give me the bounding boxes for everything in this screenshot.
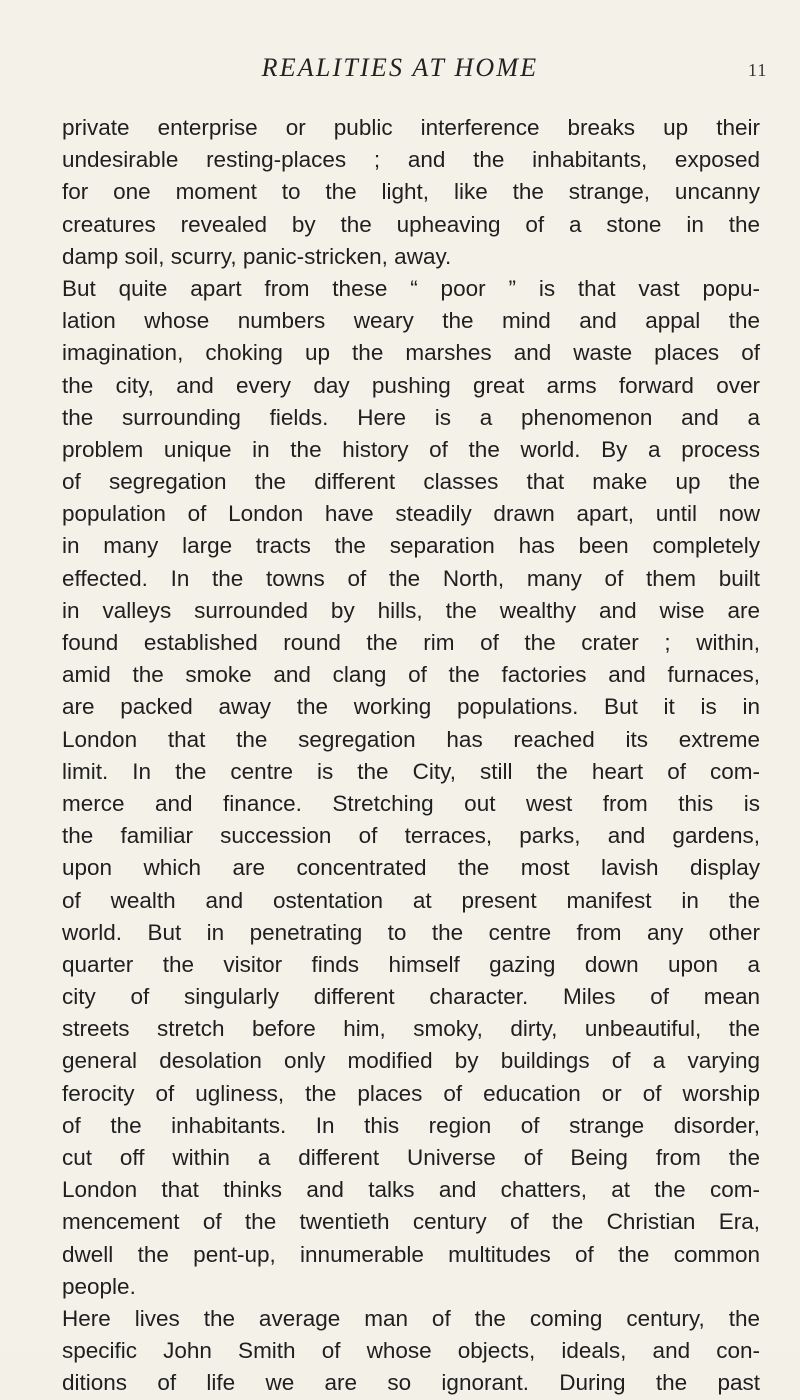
text-line: of the inhabitants. In this region of strange disorder, bbox=[62, 1112, 760, 1138]
text-line: damp soil, scurry, panic-stricken, away. bbox=[62, 243, 452, 269]
text-line: London that thinks and talks and chatters, at the com- bbox=[62, 1177, 760, 1203]
text-line: people. bbox=[62, 1273, 136, 1299]
body-text bbox=[62, 112, 760, 1400]
text-line: population of London have steadily drawn apart, until now bbox=[62, 501, 760, 527]
text-line: But quite apart from these “ poor ” is that vast popu- bbox=[62, 275, 760, 301]
text-line: general desolation only modified by buildings of a varying bbox=[62, 1048, 760, 1074]
text-line: of wealth and ostentation at present manifest in the bbox=[62, 887, 760, 913]
text-line: amid the smoke and clang of the factories and furnaces, bbox=[62, 662, 760, 688]
page-number: 11 bbox=[748, 60, 768, 80]
text-line: the familiar succession of terraces, parks, and gardens, bbox=[62, 823, 760, 849]
text-line: dwell the pent-up, innumerable multitudes of the common bbox=[62, 1241, 760, 1267]
text-line: of segregation the different classes that make up the bbox=[62, 469, 760, 495]
text-line: ditions of life we are so ignorant. During the past bbox=[62, 1370, 760, 1396]
text-line: specific John Smith of whose objects, ideals, and con- bbox=[62, 1338, 760, 1364]
text-line: imagination, choking up the marshes and waste places of bbox=[62, 340, 760, 366]
text-line: London that the segregation has reached its extreme bbox=[62, 726, 760, 752]
text-line: limit. In the centre is the City, still the heart of com- bbox=[62, 758, 760, 784]
text-line: ferocity of ugliness, the places of education or of worship bbox=[62, 1080, 760, 1106]
text-line: for one moment to the light, like the strange, uncanny bbox=[62, 179, 760, 205]
text-line: problem unique in the history of the world. By a process bbox=[62, 436, 760, 462]
text-line: the surrounding fields. Here is a phenomenon and a bbox=[62, 404, 760, 430]
text-line: Here lives the average man of the coming century, the bbox=[62, 1305, 760, 1331]
text-line: in valleys surrounded by hills, the wealthy and wise are bbox=[62, 597, 760, 623]
text-line: cut off within a different Universe of Being from the bbox=[62, 1145, 760, 1170]
text-line: world. But in penetrating to the centre from any other bbox=[62, 919, 760, 945]
text-line: quarter the visitor finds himself gazing down upon a bbox=[62, 951, 760, 977]
text-line: creatures revealed by the upheaving of a stone in the bbox=[62, 211, 760, 237]
text-line: found established round the rim of the crater ; within, bbox=[62, 630, 760, 655]
text-line: city of singularly different character. Miles of mean bbox=[62, 984, 760, 1010]
text-line: the city, and every day pushing great arms forward over bbox=[62, 372, 760, 398]
text-line: upon which are concentrated the most lavish display bbox=[62, 855, 760, 881]
text-line: lation whose numbers weary the mind and appal the bbox=[62, 308, 760, 334]
text-line: effected. In the towns of the North, many of them built bbox=[62, 565, 760, 591]
text-line: merce and finance. Stretching out west from this is bbox=[62, 790, 760, 816]
running-head bbox=[0, 48, 800, 88]
text-line: undesirable resting-places ; and the inhabitants, exposed bbox=[62, 147, 760, 173]
text-line: mencement of the twentieth century of the Christian Era, bbox=[62, 1209, 760, 1235]
running-title: REALITIES AT HOME bbox=[261, 53, 539, 82]
text-line: in many large tracts the separation has been completely bbox=[62, 533, 760, 559]
text-line: private enterprise or public interference breaks up their bbox=[62, 115, 760, 140]
text-line: are packed away the working populations. But it is in bbox=[62, 694, 760, 720]
text-line: streets stretch before him, smoky, dirty, unbeautiful, the bbox=[62, 1016, 760, 1042]
